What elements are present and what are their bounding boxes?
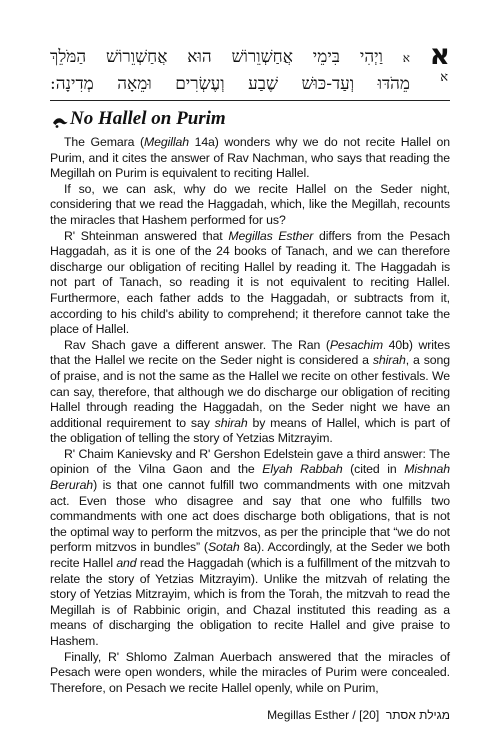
- verse-number: א: [402, 51, 410, 65]
- paragraph-6: Finally, R' Shlomo Zalman Auerbach answered that the miracles of Pesach were open wonders, while the miracles of Purim were concealed. Therefore, on Pesach we recite Hallel openly, while on Purim,: [50, 649, 450, 695]
- section-title: No Hallel on Purim: [70, 108, 226, 129]
- footer-book-hebrew: מגילת אסתר: [385, 708, 450, 722]
- paragraph-1: The Gemara (Megillah 14a) wonders why we do not recite Hallel on Purim, and it cites the answer of Rav Nachman, who says that reading the Megillah on Purim is equivalent to reciting Hallel.: [50, 135, 450, 181]
- verse-line-1-text: וַיְהִי בִּימֵי אֲחַשְׁוֵרוֹשׁ הוּא אֲחַשְׁוֵרוֹשׁ הַמֹּלֵךְ: [50, 47, 383, 67]
- verse-block: [50, 40, 450, 96]
- section-heading: [52, 107, 450, 131]
- footer-separator: /: [349, 708, 360, 722]
- paragraph-4: Rav Shach gave a different answer. The Ran (Pesachim 40b) writes that the Hallel we recite on the Seder night is considered a shirah, a song of praise, and is not the same as the Hallel we recite on other festivals. We can say, therefore, that although we do discharge our obligation of reciting Hallel through reading the Haggadah, on the Seder night we have an additional requirement to say shirah by means of Hallel, which is part of the obligation of telling the story of Yetzias Mitzrayim.: [50, 337, 450, 446]
- verse-line-2: מֵהֹדּוּ וְעַד-כּוּשׁ שֶׁבַע וְעֶשְׂרִים וּמֵאָה מְדִינָה:: [50, 74, 410, 94]
- chapter-marker-small: א: [440, 70, 448, 85]
- paragraph-3: R' Shteinman answered that Megillas Esther differs from the Pesach Haggadah, as it is one of the 24 books of Tanach, and we can therefore discharge our obligation of reciting Hallel by reading it. The Haggadah is not part of Tanach, so reading it is not equivalent to reciting Hallel. Furthermore, each father adds to the Haggadah, or subtracts from it, according to his child's ability to comprehend; it therefore cannot take the place of Hallel.: [50, 228, 451, 337]
- commentary-body: [50, 135, 450, 696]
- verse-divider: [50, 100, 450, 101]
- page-footer: [267, 706, 450, 726]
- paragraph-2: If so, we can ask, why do we recite Hallel on the Seder night, considering that we read the Haggadah, which, like the Megillah, recounts the miracles that Hashem performed for us?: [50, 181, 450, 227]
- chapter-marker: א: [429, 38, 450, 71]
- footer-book-english: Megillas Esther: [267, 708, 350, 722]
- verse-line-1: [50, 44, 410, 71]
- verse-text: [50, 44, 410, 97]
- page-number: [20]: [359, 708, 380, 722]
- paragraph-5: R' Chaim Kanievsky and R' Gershon Edelstein gave a third answer: The opinion of the Vilna Gaon and the Elyah Rabbah (cited in Mishnah Berurah) is that one cannot fulfill two commandments with one mitzvah act. Even those who disagree and say that one who fulfills two commandments with one act does discharge both obligations, that is not the optimal way to perform the mitzvos, as per the principle that “we do not perform mitzvos in bundles” (Sotah 8a). Accordingly, at the Seder we both recite Hallel and read the Haggadah (which is a fulfillment of the mitzvah to relate the story of Yetzias Mitzrayim). Unlike the mitzvah of relating the story of Yetzias Mitzrayim, which is from the Torah, the mitzvah to read the Megillah is of Rabbinic origin, and Chazal instituted this reading as a means of discharging the obligation to recite Hallel and give praise to Hashem.: [50, 446, 450, 648]
- fleuron-ornament-icon: [52, 112, 68, 126]
